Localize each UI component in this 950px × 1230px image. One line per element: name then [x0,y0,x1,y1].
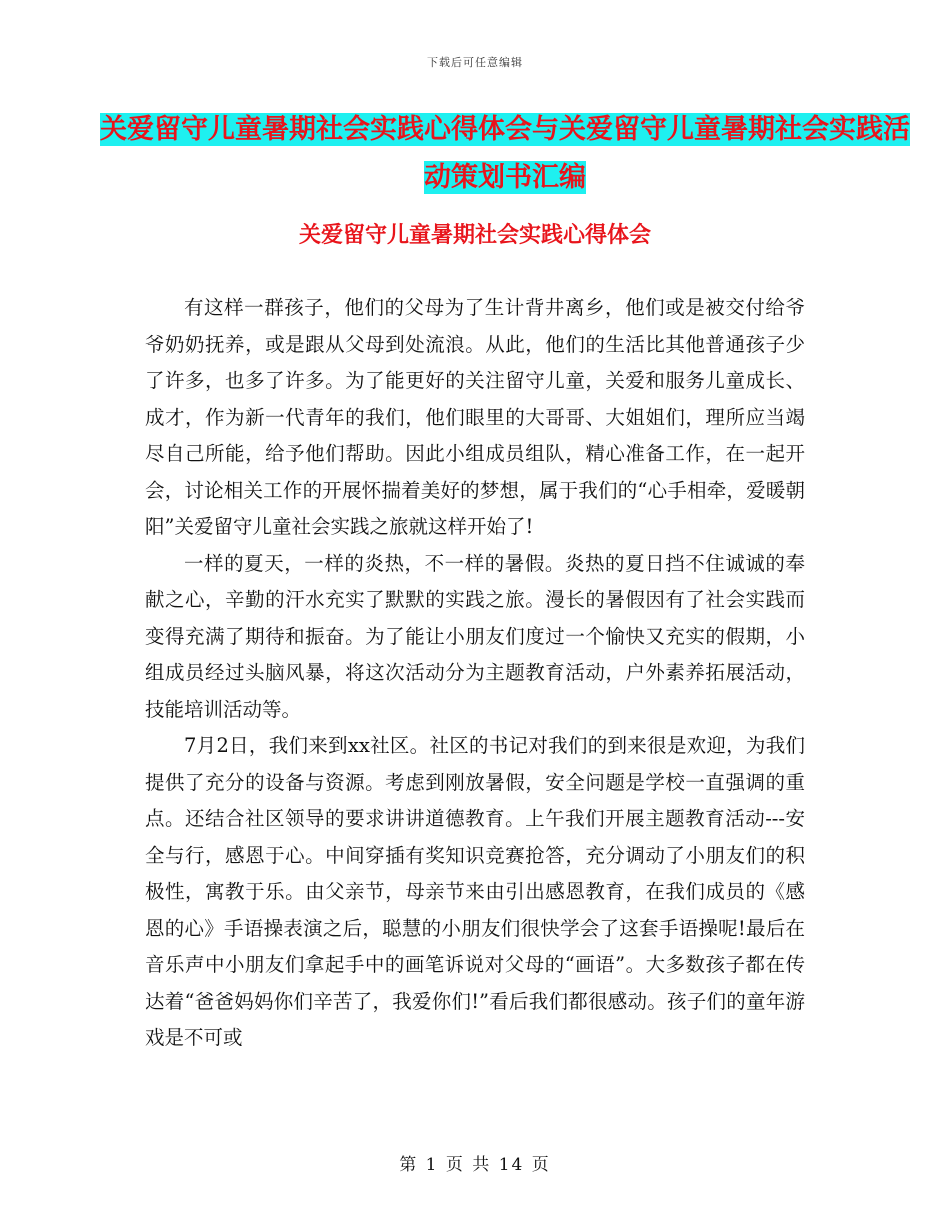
page-number: 第 1 页 共 14 页 [399,1155,551,1175]
document-title-text: 关爱留守儿童暑期社会实践心得体会与关爱留守儿童暑期社会实践活动策划书汇编 [100,114,910,193]
section-title: 关爱留守儿童暑期社会实践心得体会 [298,223,651,248]
document-title [100,106,910,202]
paragraph: 7月2日，我们来到xx社区。社区的书记对我们的到来很是欢迎，为我们提供了充分的设备与资源。考虑到刚放暑假，安全问题是学校一直强调的重点。还结合社区领导的要求讲讲道德教育。上午我们开展主题教育活动---安全与行，感恩于心。中间穿插有奖知识竞赛抢答，充分调动了小朋友们的积极性，寓教于乐。由父亲节，母亲节来由引出感恩教育，在我们成员的《感恩的心》手语操表演之后，聪慧的小朋友们很快学会了这套手语操呢!最后在音乐声中小朋友们拿起手中的画笔诉说对父母的“画语”。大多数孩子都在传达着“爸爸妈妈你们辛苦了，我爱你们!”看后我们都很感动。孩子们的童年游戏是不可或 [145,734,805,1049]
paragraph: 有这样一群孩子，他们的父母为了生计背井离乡，他们或是被交付给爷爷奶奶抚养，或是跟从父母到处流浪。从此，他们的生活比其他普通孩子少了许多，也多了许多。为了能更好的关注留守儿童，关爱和服务儿童成长、成才，作为新一代青年的我们，他们眼里的大哥哥、大姐姐们，理所应当竭尽自己所能，给予他们帮助。因此小组成员组队，精心准备工作，在一起开会，讨论相关工作的开展怀揣着美好的梦想，属于我们的“心手相牵，爱暖朝阳”关爱留守儿童社会实践之旅就这样开始了! [145,296,805,538]
header-note: 下载后可任意编辑 [427,56,523,69]
document-body [145,290,805,1057]
paragraph: 一样的夏天，一样的炎热，不一样的暑假。炎热的夏日挡不住诚诚的奉献之心，辛勤的汗水充实了默默的实践之旅。漫长的暑假因有了社会实践而变得充满了期待和振奋。为了能让小朋友们度过一个愉快又充实的假期，小组成员经过头脑风暴，将这次活动分为主题教育活动，户外素养拓展活动，技能培训活动等。 [145,551,805,721]
